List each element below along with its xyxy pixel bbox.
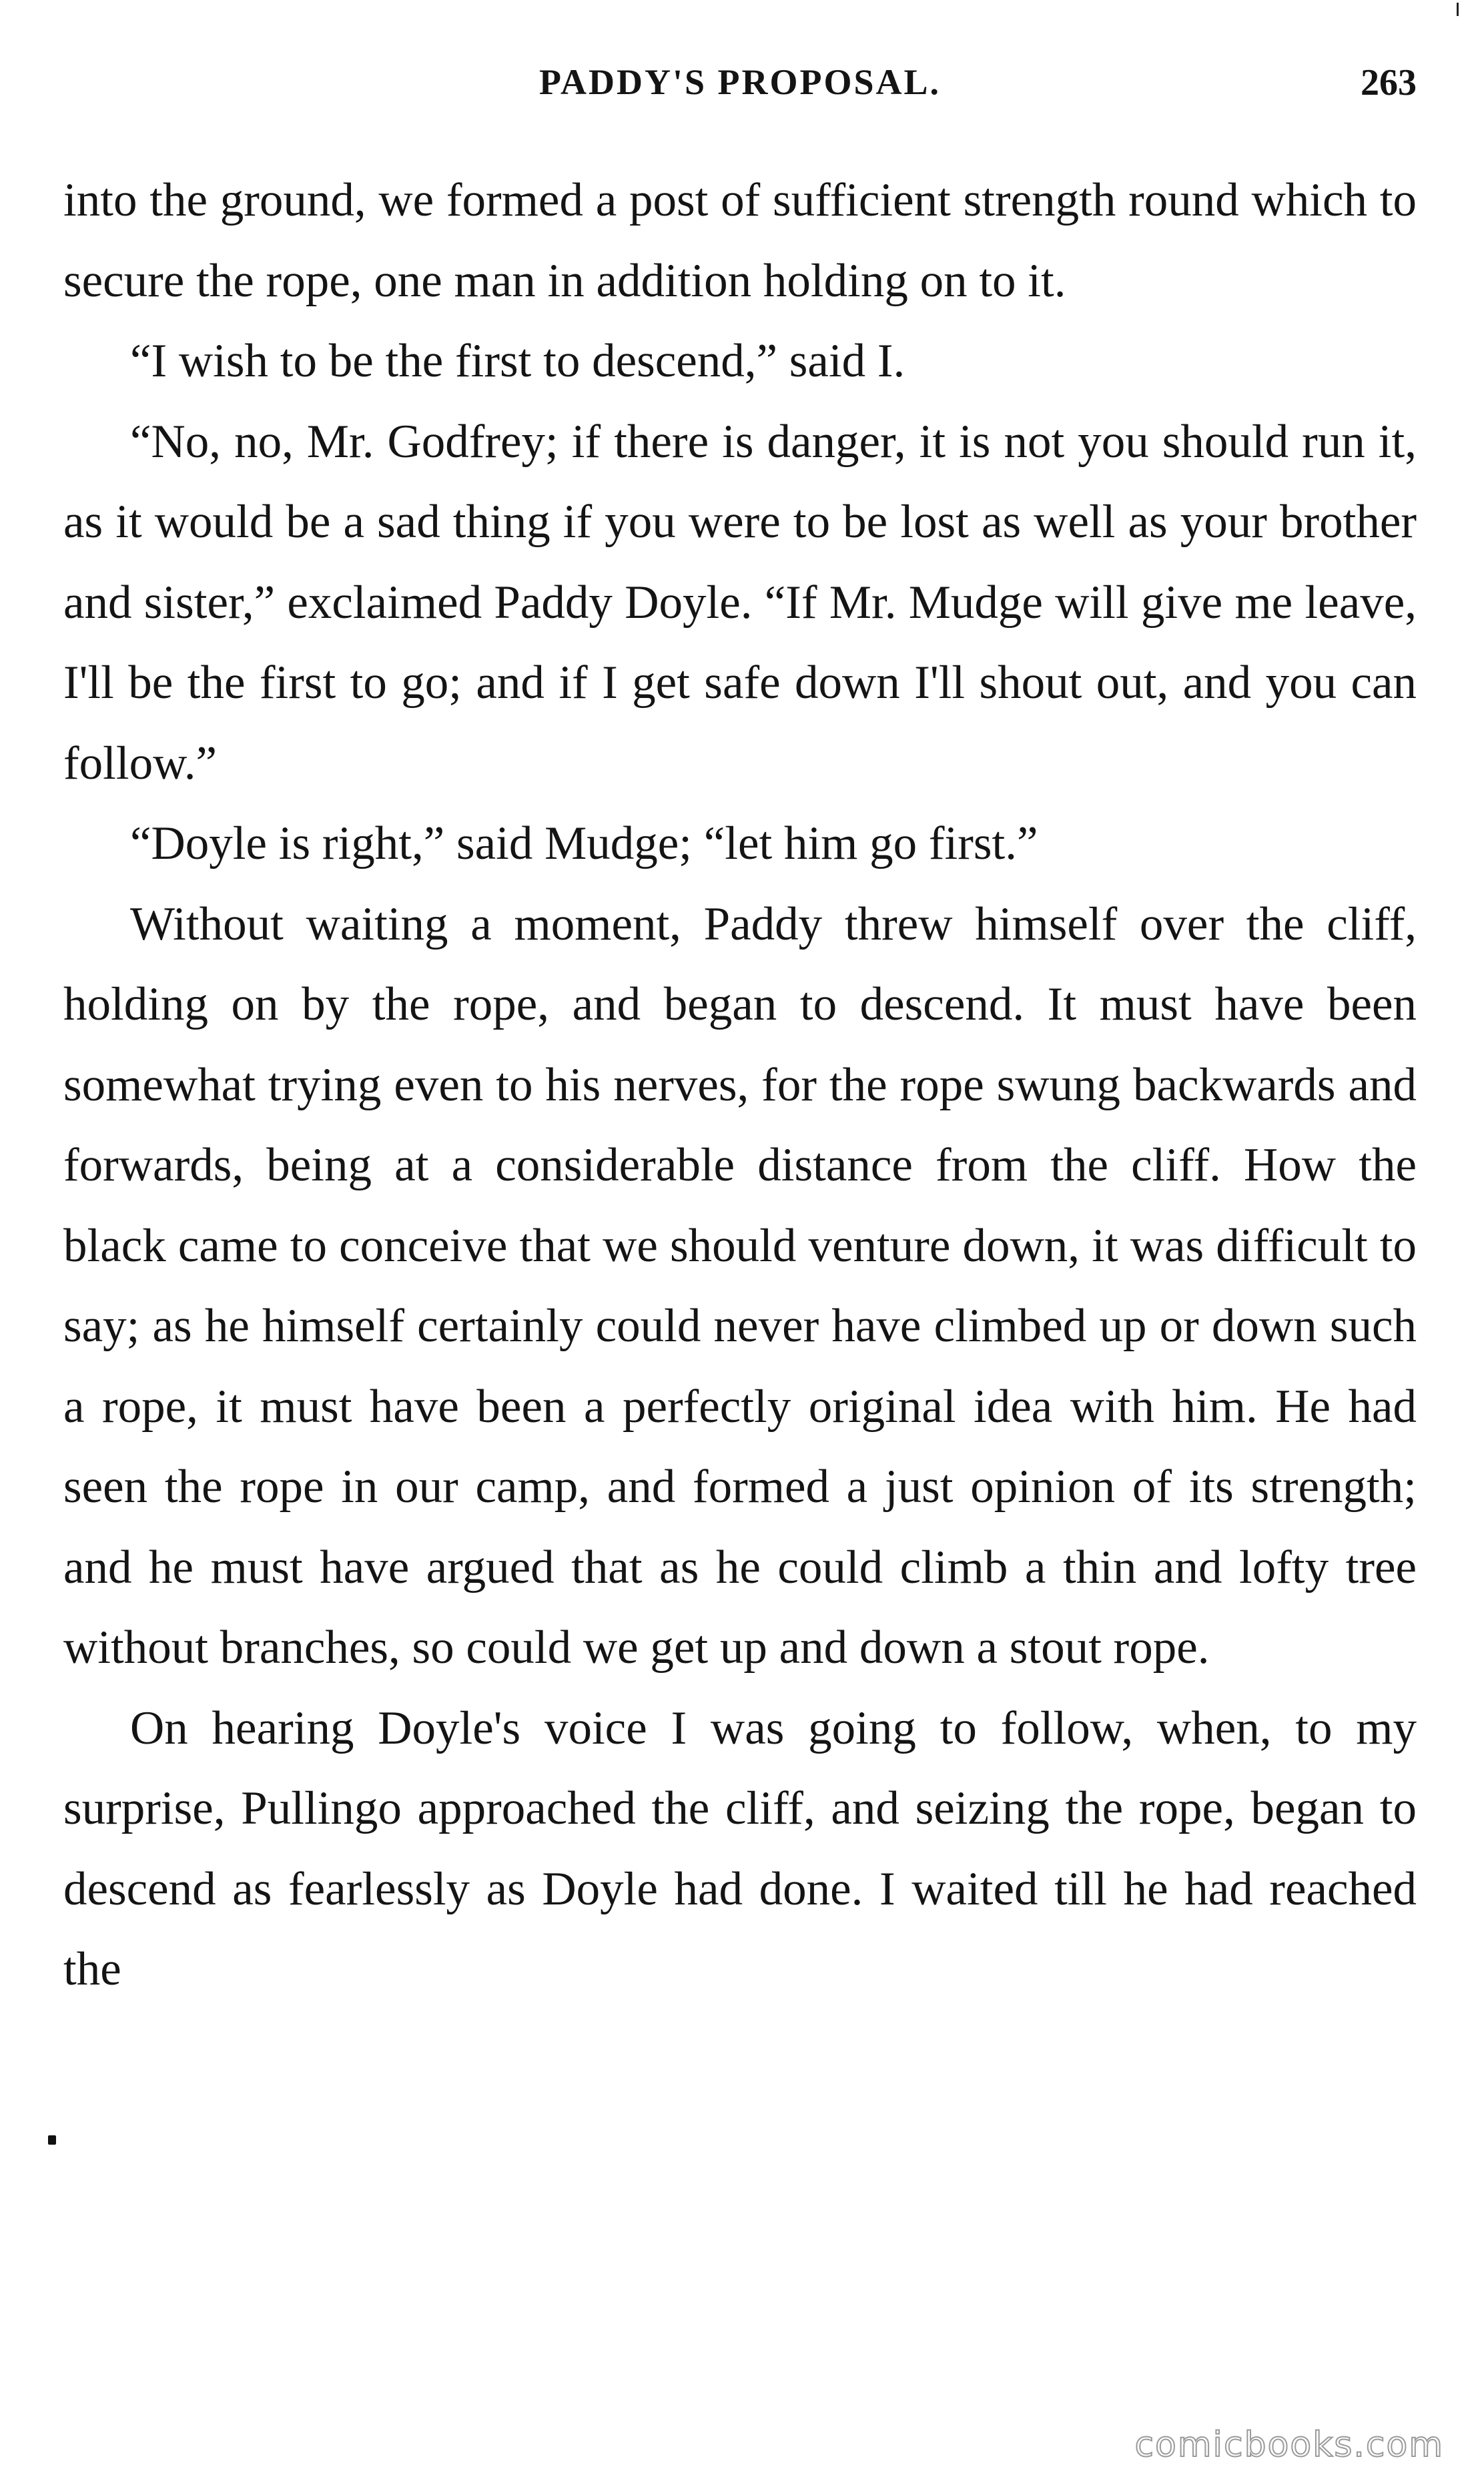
paragraph-5: Without waiting a moment, Paddy threw himself over the cliff, holding on by the rope, and began to descend. It must have been somewhat trying even to his nerves, for the rope swung backwards and forwards, being at a considerable distance from the cliff. How the black came to conceive that we should venture down, it was difficult to say; as he himself certainly could never have climbed up or down such a rope, it must have been a perfectly original idea with him. He had seen the rope in our camp, and formed a just opinion of its strength; and he must have argued that as he could climb a thin and lofty tree without branches, so could we get up and down a stout rope.: [63, 898, 1417, 1674]
paragraph-1: into the ground, we formed a post of sufficient strength round which to secure the rope, one man in addition holding on to it.: [63, 174, 1417, 307]
page-number: 263: [1361, 62, 1417, 103]
page-header: [63, 61, 1417, 115]
paragraph-3: “No, no, Mr. Godfrey; if there is danger, it is not you should run it, as it would be a sad thing if you were to be lost as well as your brother and sister,” exclaimed Paddy Doyle. “If Mr. Mudge will give me leave, I'll be the first to go; and if I get safe down I'll shout out, and you can follow.”: [63, 415, 1417, 789]
ink-mark: [48, 2135, 56, 2145]
paragraph-6: On hearing Doyle's voice I was going to follow, when, to my surprise, Pullingo approached the cliff, and seizing the rope, began to descend as fearlessly as Doyle had done. I waited till he had reached the: [63, 1702, 1417, 1995]
paragraph-4: “Doyle is right,” said Mudge; “let him go first.”: [130, 817, 1038, 869]
corner-mark: [1457, 3, 1459, 16]
running-head: PADDY'S PROPOSAL.: [538, 62, 942, 102]
body-text: [63, 160, 1417, 2010]
watermark: comicbooks.com: [1134, 2425, 1444, 2465]
paragraph-2: “I wish to be the first to descend,” said I.: [130, 335, 905, 387]
